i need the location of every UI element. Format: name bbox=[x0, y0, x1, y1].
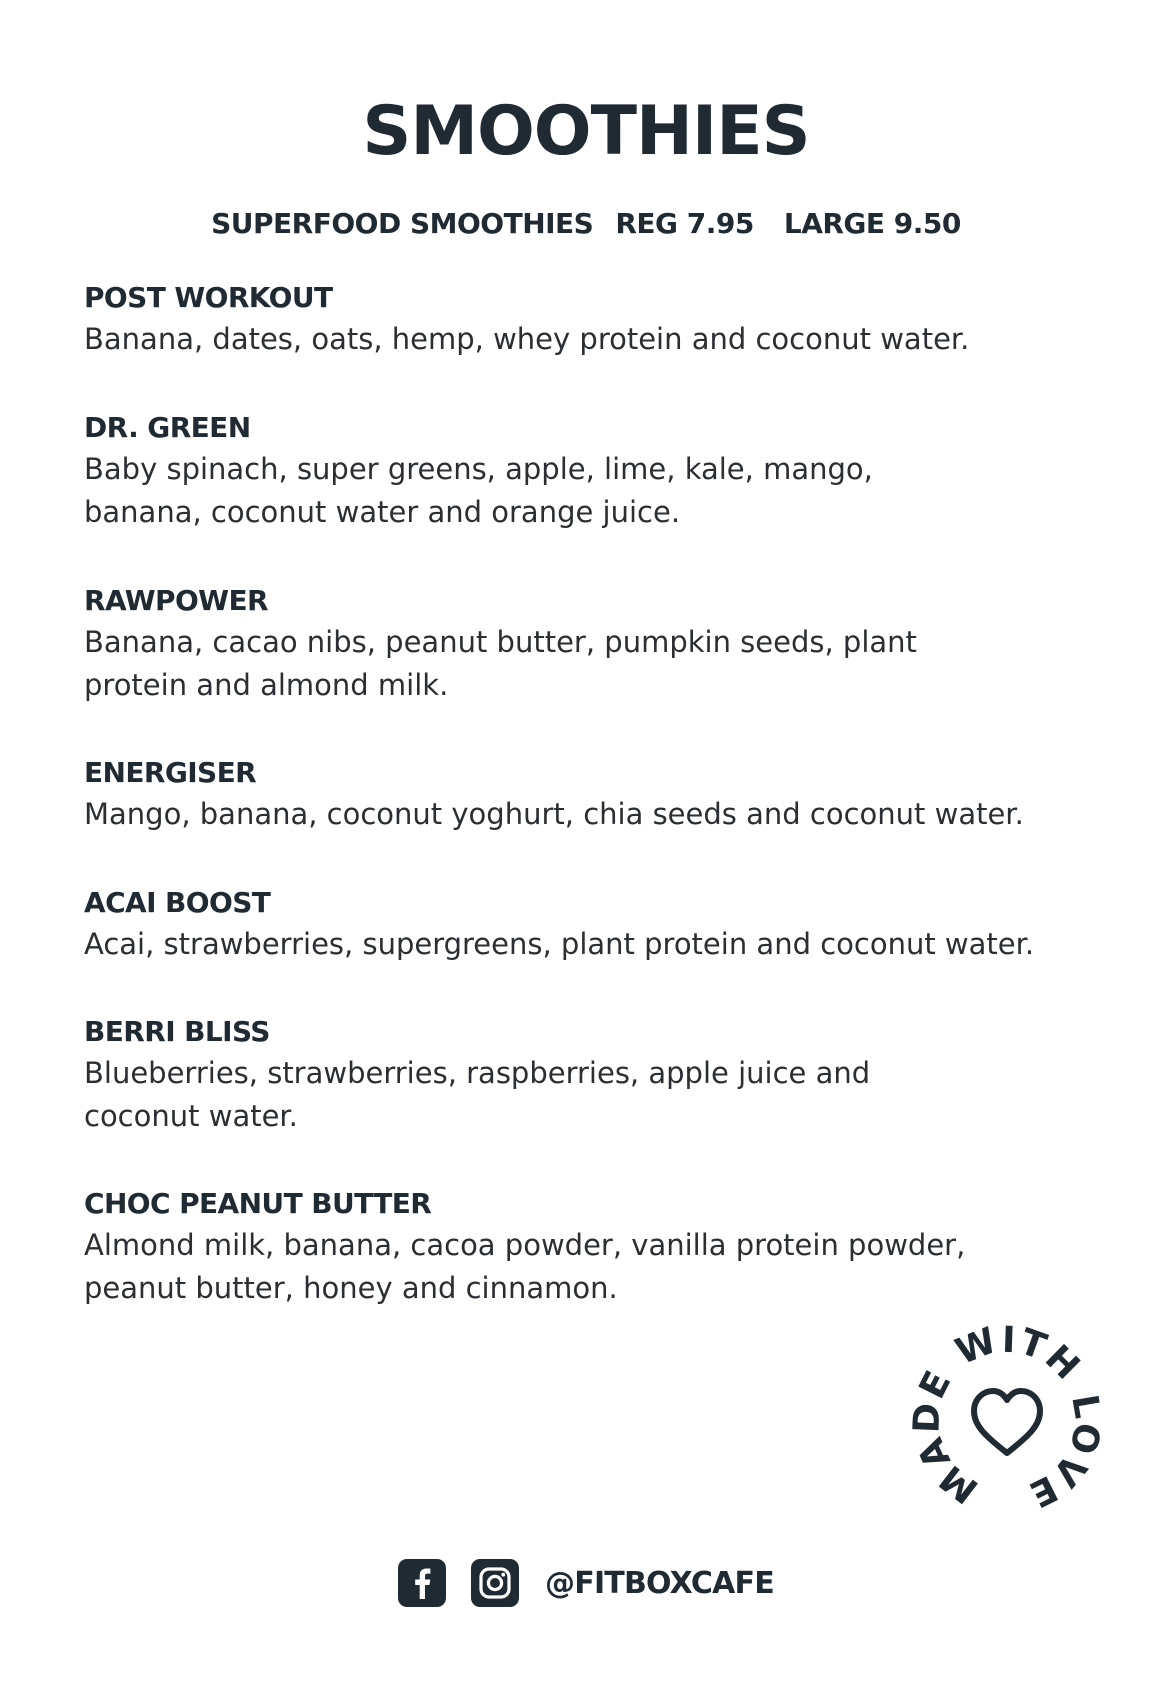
item-description bbox=[84, 318, 1114, 361]
menu-item bbox=[84, 1188, 1114, 1310]
description-line: peanut butter, honey and cinnamon. bbox=[84, 1271, 618, 1305]
item-description bbox=[84, 793, 1114, 836]
menu-item bbox=[84, 1016, 1114, 1138]
item-name: DR. GREEN bbox=[84, 411, 251, 444]
description-line: Banana, cacao nibs, peanut butter, pumpkin seeds, plant bbox=[84, 625, 917, 659]
heart-icon bbox=[974, 1391, 1040, 1453]
description-line: Acai, strawberries, supergreens, plant protein and coconut water. bbox=[84, 927, 1035, 961]
item-name: POST WORKOUT bbox=[84, 281, 333, 314]
item-name: ACAI BOOST bbox=[84, 886, 271, 919]
item-name: CHOC PEANUT BUTTER bbox=[84, 1187, 432, 1220]
description-line: Almond milk, banana, cacoa powder, vanilla protein powder, bbox=[84, 1228, 966, 1262]
item-description bbox=[84, 448, 1114, 534]
category-label: SUPERFOOD SMOOTHIES bbox=[211, 207, 594, 240]
regular-price: REG 7.95 bbox=[615, 207, 754, 240]
item-name: ENERGISER bbox=[84, 756, 257, 789]
item-name: BERRI BLISS bbox=[84, 1015, 270, 1048]
large-price: LARGE 9.50 bbox=[783, 207, 961, 240]
price-line bbox=[0, 207, 1172, 240]
menu-item bbox=[84, 282, 1114, 361]
social-handle[interactable]: @FITBOXCAFE bbox=[545, 1565, 774, 1601]
facebook-icon[interactable] bbox=[398, 1559, 446, 1607]
description-line: Mango, banana, coconut yoghurt, chia seeds and coconut water. bbox=[84, 797, 1024, 831]
item-description bbox=[84, 621, 1114, 707]
description-line: protein and almond milk. bbox=[84, 668, 449, 702]
menu-item bbox=[84, 887, 1114, 966]
menu-item bbox=[84, 412, 1114, 534]
page-title: SMOOTHIES bbox=[362, 92, 810, 171]
instagram-icon[interactable] bbox=[471, 1559, 519, 1607]
description-line: Blueberries, strawberries, raspberries, apple juice and bbox=[84, 1056, 871, 1090]
item-description bbox=[84, 1224, 1114, 1310]
menu-item bbox=[84, 757, 1114, 836]
badge-text bbox=[912, 1325, 1102, 1515]
made-with-love-badge bbox=[912, 1325, 1102, 1515]
description-line: Baby spinach, super greens, apple, lime, kale, mango, bbox=[84, 452, 873, 486]
social-footer bbox=[0, 1557, 1172, 1609]
description-line: Banana, dates, oats, hemp, whey protein and coconut water. bbox=[84, 322, 970, 356]
description-line: banana, coconut water and orange juice. bbox=[84, 495, 681, 529]
item-name: RAWPOWER bbox=[84, 584, 268, 617]
badge-text-path: MA E WITH VE bbox=[912, 1325, 1094, 1515]
menu-item bbox=[84, 585, 1114, 707]
badge-graphic bbox=[912, 1325, 1102, 1515]
item-description bbox=[84, 923, 1114, 966]
description-line: coconut water. bbox=[84, 1099, 298, 1133]
item-description bbox=[84, 1052, 1114, 1138]
